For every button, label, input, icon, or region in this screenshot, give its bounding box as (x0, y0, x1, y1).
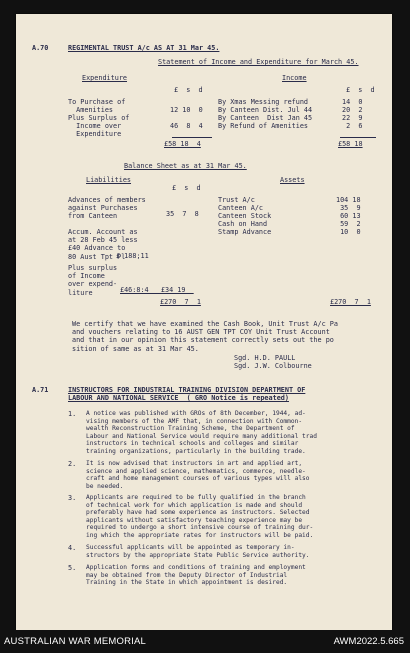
expenditure-header: Expenditure (82, 74, 128, 82)
total-rule (172, 137, 212, 138)
expenditure-total: £58 18 4 (164, 140, 201, 148)
income-total: £58 18 (338, 140, 363, 148)
item-text: A notice was published with GROs of 8th December, 1944, ad- vising members of the AMF that, in connection with Common- wealth Reconstruction Training Scheme, the Department of Labour and National Service would require many additional trad instructors in technical schools and colleges and similar training organizations, particularly in the building trade. (86, 410, 317, 455)
item-number: 3. (68, 494, 77, 502)
item-text: Application forms and conditions of training and employment may be obtained from the Deputy Director of Industrial Training in the State in which appointment is desired. (86, 564, 306, 587)
asset-row: Cash on Hand (218, 220, 268, 228)
expenditure-amount: 46 8 4 (170, 122, 203, 130)
item-text: Successful applicants will be appointed as temporary in- structors by the appropriate State Public Service authority. (86, 544, 310, 559)
asset-row: Canteen Stock (218, 212, 272, 220)
item-text: It is now advised that instructors in art and applied art, science and applied science, mathematics, commerce, needle- craft and home management courses of various types will also be needed. (86, 460, 310, 490)
archive-footer (0, 630, 410, 653)
income-amount: 20 2 (342, 106, 363, 114)
certification-text: We certify that we have examined the Cash Book, Unit Trust A/c Pa and vouchers relating to 16 AUST GEN TPT COY Unit Trust Account and that in our opinion this statement correctly sets out the po sition of same as at 31 Mar 45. (72, 320, 338, 353)
liability-total: £270 7 1 (160, 298, 201, 306)
signature: Sgd. H.D. PAULL (234, 354, 296, 362)
asset-row: Canteen A/c (218, 204, 264, 212)
document-page (16, 14, 392, 630)
liability-label: Accum. Account as at 28 Feb 45 less £40 Advance to 80 Aust Tpt Pl (68, 228, 138, 261)
item-number: 4. (68, 544, 77, 552)
footer-accession-number: AWM2022.5.665 (333, 636, 404, 647)
liability-label: Advances of members against Purchases from Canteen (68, 196, 146, 221)
currency-header: £ s d (174, 86, 203, 94)
item-number: 5. (68, 564, 77, 572)
signature: Sgd. J.W. Colbourne (234, 362, 312, 370)
item-number: 2. (68, 460, 77, 468)
item-text: Applicants are required to be fully qualified in the branch of technical work for which application is made and should preferably have had some experience as instructors. Selected applicants without satisfactory teaching experience may be required to undergo a short intensive course of training dur- ing which the appropriate rates for instructors will be paid. (86, 494, 314, 539)
income-amount: 2 6 (342, 122, 363, 130)
assets-header: Assets (280, 176, 305, 184)
liability-label: Plus surplus of Income over expend- liture (68, 264, 118, 297)
income-row: By Xmas Messing refund (218, 98, 309, 106)
currency-header: £ s d (172, 184, 201, 192)
income-amount: 22 9 (342, 114, 363, 122)
asset-row: Trust A/c (218, 196, 255, 204)
asset-amount: 59 2 (336, 220, 361, 228)
asset-amount: 10 0 (336, 228, 361, 236)
item-number: 1. (68, 410, 77, 418)
liabilities-header: Liabilities (86, 176, 132, 184)
income-row: By Canteen Dist Jan 45 (218, 114, 313, 122)
footer-institution: AUSTRALIAN WAR MEMORIAL (4, 636, 147, 647)
expenditure-amount: 12 10 0 (170, 106, 203, 114)
income-amount: 14 0 (342, 98, 363, 106)
income-row: By Refund of Amenities (218, 122, 309, 130)
asset-amount: 104 18 (336, 196, 361, 204)
expenditure-label: To Purchase of Amenities (68, 98, 126, 115)
balance-title: Balance Sheet as at 31 Mar 45. (124, 162, 247, 170)
liability-subtotal: £46:8:4 £34 19 (120, 286, 194, 294)
total-rule (340, 137, 376, 138)
para-number: A.71 (32, 386, 49, 394)
statement-title: Statement of Income and Expenditure for March 45. (158, 58, 359, 66)
section-title: LABOUR AND NATIONAL SERVICE ( GRO Notice is repeated) (68, 394, 289, 402)
asset-row: Stamp Advance (218, 228, 272, 236)
liability-amount: £ 188;11 (116, 252, 149, 260)
asset-amount: 35 9 (336, 204, 361, 212)
expenditure-label: Plus Surplus of Income over Expenditure (68, 114, 130, 139)
section-title: INSTRUCTORS FOR INDUSTRIAL TRAINING DIVISION DEPARTMENT OF (68, 386, 306, 394)
section-title: REGIMENTAL TRUST A/c AS AT 31 Mar 45. (68, 44, 220, 52)
asset-total: £270 7 1 (330, 298, 371, 306)
income-row: By Canteen Dist. Jul 44 (218, 106, 313, 114)
currency-header: £ s d (346, 86, 375, 94)
para-number: A.70 (32, 44, 49, 52)
income-header: Income (282, 74, 307, 82)
liability-amount: 35 7 8 (166, 210, 199, 218)
asset-amount: 60 13 (336, 212, 361, 220)
